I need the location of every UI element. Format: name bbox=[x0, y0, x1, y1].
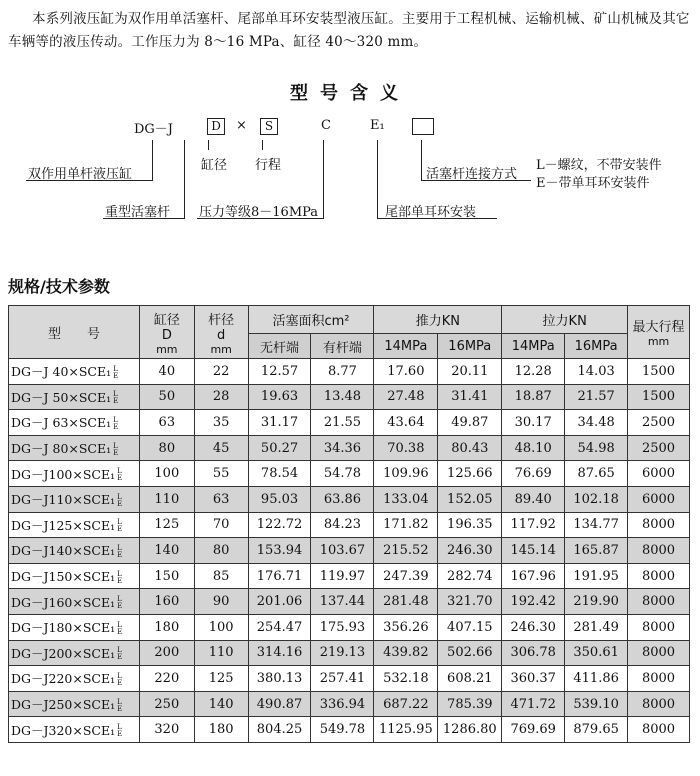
cell-value: 192.42 bbox=[502, 589, 565, 615]
cell-value: 54.98 bbox=[565, 435, 628, 461]
cell-value: 90 bbox=[194, 589, 248, 615]
cell-value: 140 bbox=[194, 691, 248, 717]
le-option-marker: L E bbox=[113, 364, 119, 380]
cell-value: 215.52 bbox=[374, 538, 438, 564]
cell-value: 502.66 bbox=[438, 640, 502, 666]
cell-value: 110 bbox=[139, 486, 194, 512]
le-option-marker: L E bbox=[113, 415, 119, 431]
cell-value: 117.92 bbox=[502, 512, 565, 538]
header-push-16: 16MPa bbox=[438, 334, 502, 359]
cell-value: 191.95 bbox=[565, 563, 628, 589]
code-box-bore: D bbox=[207, 118, 225, 135]
cell-value: 17.60 bbox=[374, 359, 438, 385]
table-row bbox=[9, 359, 690, 385]
cell-value: 63.86 bbox=[311, 486, 374, 512]
cell-model: DG－J200×SCE₁ L E bbox=[9, 640, 140, 666]
cell-value: 350.61 bbox=[565, 640, 628, 666]
cell-value: 50 bbox=[139, 384, 194, 410]
cell-value: 200 bbox=[139, 640, 194, 666]
header-rod-end: 有杆端 bbox=[311, 334, 374, 359]
cell-value: 220 bbox=[139, 666, 194, 692]
cell-value: 180 bbox=[194, 717, 248, 743]
cell-value: 55 bbox=[194, 461, 248, 487]
cell-model: DG－J 63×SCE₁ L E bbox=[9, 410, 140, 436]
cell-value: 320 bbox=[139, 717, 194, 743]
cell-value: 175.93 bbox=[311, 614, 374, 640]
table-row bbox=[9, 461, 690, 487]
cell-value: 87.65 bbox=[565, 461, 628, 487]
le-option-marker: L E bbox=[117, 697, 123, 713]
le-option-marker: L E bbox=[117, 620, 123, 636]
cell-value: 165.87 bbox=[565, 538, 628, 564]
cell-value: 125 bbox=[139, 512, 194, 538]
cell-value: 84.23 bbox=[311, 512, 374, 538]
cell-value: 8000 bbox=[628, 512, 690, 538]
cell-model: DG－J160×SCE₁ L E bbox=[9, 589, 140, 615]
cell-value: 152.05 bbox=[438, 486, 502, 512]
cell-value: 785.39 bbox=[438, 691, 502, 717]
cell-value: 137.44 bbox=[311, 589, 374, 615]
cell-value: 12.28 bbox=[502, 359, 565, 385]
cell-value: 110 bbox=[194, 640, 248, 666]
cell-model: DG－J180×SCE₁ L E bbox=[9, 614, 140, 640]
header-bore: 缸径 D mm bbox=[139, 306, 194, 359]
cell-value: 804.25 bbox=[248, 717, 311, 743]
header-max-stroke: 最大行程 mm bbox=[628, 306, 690, 359]
le-option-marker: L E bbox=[117, 518, 123, 534]
le-option-marker: L E bbox=[117, 595, 123, 611]
cell-value: 18.87 bbox=[502, 384, 565, 410]
cell-value: 45 bbox=[194, 435, 248, 461]
cell-value: 2500 bbox=[628, 435, 690, 461]
cell-model: DG－J100×SCE₁ L E bbox=[9, 461, 140, 487]
cell-value: 219.13 bbox=[311, 640, 374, 666]
cell-model: DG－J 80×SCE₁ L E bbox=[9, 435, 140, 461]
cell-model: DG－J320×SCE₁ L E bbox=[9, 717, 140, 743]
code-box-stroke: S bbox=[260, 118, 278, 135]
le-option-marker: L E bbox=[117, 671, 123, 687]
table-row bbox=[9, 691, 690, 717]
cell-value: 160 bbox=[139, 589, 194, 615]
header-pull-14: 14MPa bbox=[502, 334, 565, 359]
cell-value: 80 bbox=[194, 538, 248, 564]
cell-model: DG－J125×SCE₁ L E bbox=[9, 512, 140, 538]
cell-value: 76.69 bbox=[502, 461, 565, 487]
cell-value: 281.48 bbox=[374, 589, 438, 615]
header-rod: 杆径 d mm bbox=[194, 306, 248, 359]
cell-value: 314.16 bbox=[248, 640, 311, 666]
intro-paragraph: 本系列液压缸为双作用单活塞杆、尾部单耳环安装型液压缸。主要用于工程机械、运输机械、矿山机械及其它车辆等的液压传动。工作压力为 8～16 MPa、缸径 40～320 mm。 bbox=[8, 11, 690, 50]
cell-value: 549.78 bbox=[311, 717, 374, 743]
code-times: × bbox=[236, 118, 247, 133]
le-option-marker: L E bbox=[117, 543, 123, 559]
cell-value: 254.47 bbox=[248, 614, 311, 640]
label-pressure: 压力等级8－16MPa bbox=[199, 205, 319, 220]
cell-value: 2500 bbox=[628, 410, 690, 436]
cell-value: 13.48 bbox=[311, 384, 374, 410]
label-option-l: L－螺纹，不带安装件 bbox=[536, 158, 662, 173]
cell-value: 70 bbox=[194, 512, 248, 538]
cell-value: 306.78 bbox=[502, 640, 565, 666]
table-row bbox=[9, 384, 690, 410]
cell-value: 12.57 bbox=[248, 359, 311, 385]
cell-value: 1500 bbox=[628, 384, 690, 410]
cell-value: 246.30 bbox=[438, 538, 502, 564]
cell-value: 1125.95 bbox=[374, 717, 438, 743]
cell-value: 102.18 bbox=[565, 486, 628, 512]
cell-value: 1286.80 bbox=[438, 717, 502, 743]
cell-value: 411.86 bbox=[565, 666, 628, 692]
cell-value: 21.55 bbox=[311, 410, 374, 436]
header-area: 活塞面积cm² bbox=[248, 306, 374, 334]
cell-value: 30.17 bbox=[502, 410, 565, 436]
cell-model: DG－J 40×SCE₁ L E bbox=[9, 359, 140, 385]
cell-value: 6000 bbox=[628, 461, 690, 487]
cell-value: 282.74 bbox=[438, 563, 502, 589]
cell-value: 879.65 bbox=[565, 717, 628, 743]
cell-value: 196.35 bbox=[438, 512, 502, 538]
model-code-diagram bbox=[0, 110, 700, 260]
le-option-marker: L E bbox=[113, 390, 119, 406]
cell-value: 100 bbox=[139, 461, 194, 487]
header-no-rod-end: 无杆端 bbox=[248, 334, 311, 359]
table-row bbox=[9, 717, 690, 743]
cell-value: 14.03 bbox=[565, 359, 628, 385]
cell-value: 20.11 bbox=[438, 359, 502, 385]
cell-value: 49.87 bbox=[438, 410, 502, 436]
cell-value: 70.38 bbox=[374, 435, 438, 461]
table-row bbox=[9, 538, 690, 564]
spec-section-title: 规格/技术参数 bbox=[8, 277, 110, 296]
cell-value: 439.82 bbox=[374, 640, 438, 666]
le-option-marker: L E bbox=[117, 723, 123, 739]
le-option-marker: L E bbox=[117, 646, 123, 662]
cell-value: 407.15 bbox=[438, 614, 502, 640]
cell-value: 8000 bbox=[628, 666, 690, 692]
table-row bbox=[9, 640, 690, 666]
cell-value: 769.69 bbox=[502, 717, 565, 743]
cell-value: 103.67 bbox=[311, 538, 374, 564]
cell-model: DG－J250×SCE₁ L E bbox=[9, 691, 140, 717]
cell-value: 63 bbox=[139, 410, 194, 436]
label-option-e: E－带单耳环安装件 bbox=[536, 176, 650, 191]
cell-value: 34.48 bbox=[565, 410, 628, 436]
cell-value: 8000 bbox=[628, 717, 690, 743]
label-heavy-rod: 重型活塞杆 bbox=[105, 205, 171, 220]
cell-value: 539.10 bbox=[565, 691, 628, 717]
cell-value: 140 bbox=[139, 538, 194, 564]
cell-value: 246.30 bbox=[502, 614, 565, 640]
cell-value: 532.18 bbox=[374, 666, 438, 692]
cell-value: 8000 bbox=[628, 614, 690, 640]
cell-value: 78.54 bbox=[248, 461, 311, 487]
section-heading: 型号含义 bbox=[290, 83, 410, 104]
label-connection: 活塞杆连接方式 bbox=[426, 167, 518, 182]
cell-value: 122.72 bbox=[248, 512, 311, 538]
label-bore: 缸径 bbox=[201, 158, 228, 173]
cell-value: 134.77 bbox=[565, 512, 628, 538]
cell-value: 8000 bbox=[628, 538, 690, 564]
cell-value: 471.72 bbox=[502, 691, 565, 717]
cell-value: 180 bbox=[139, 614, 194, 640]
cell-value: 336.94 bbox=[311, 691, 374, 717]
label-stroke: 行程 bbox=[255, 158, 282, 173]
table-row bbox=[9, 666, 690, 692]
le-option-marker: L E bbox=[117, 467, 123, 483]
cell-value: 257.41 bbox=[311, 666, 374, 692]
cell-value: 360.37 bbox=[502, 666, 565, 692]
le-option-marker: L E bbox=[113, 441, 119, 457]
cell-value: 145.14 bbox=[502, 538, 565, 564]
code-prefix: DG－J bbox=[134, 122, 174, 137]
cell-value: 27.48 bbox=[374, 384, 438, 410]
cell-value: 85 bbox=[194, 563, 248, 589]
le-option-marker: L E bbox=[117, 492, 123, 508]
cell-value: 167.96 bbox=[502, 563, 565, 589]
header-push-14: 14MPa bbox=[374, 334, 438, 359]
cell-model: DG－J150×SCE₁ L E bbox=[9, 563, 140, 589]
cell-value: 34.36 bbox=[311, 435, 374, 461]
code-c: C bbox=[321, 118, 331, 133]
cell-value: 100 bbox=[194, 614, 248, 640]
cell-value: 1500 bbox=[628, 359, 690, 385]
label-tail-mount: 尾部单耳环安装 bbox=[385, 205, 477, 220]
cell-model: DG－J 50×SCE₁ L E bbox=[9, 384, 140, 410]
cell-value: 6000 bbox=[628, 486, 690, 512]
cell-model: DG－J140×SCE₁ L E bbox=[9, 538, 140, 564]
cell-value: 8.77 bbox=[311, 359, 374, 385]
cell-value: 201.06 bbox=[248, 589, 311, 615]
cell-value: 687.22 bbox=[374, 691, 438, 717]
cell-value: 8000 bbox=[628, 589, 690, 615]
cell-value: 125.66 bbox=[438, 461, 502, 487]
cell-value: 176.71 bbox=[248, 563, 311, 589]
cell-model: DG－J110×SCE₁ L E bbox=[9, 486, 140, 512]
cell-value: 80.43 bbox=[438, 435, 502, 461]
table-row bbox=[9, 512, 690, 538]
cell-model: DG－J220×SCE₁ L E bbox=[9, 666, 140, 692]
cell-value: 54.78 bbox=[311, 461, 374, 487]
cell-value: 356.26 bbox=[374, 614, 438, 640]
table-row bbox=[9, 563, 690, 589]
cell-value: 8000 bbox=[628, 563, 690, 589]
cell-value: 22 bbox=[194, 359, 248, 385]
cell-value: 490.87 bbox=[248, 691, 311, 717]
cell-value: 8000 bbox=[628, 691, 690, 717]
cell-value: 219.90 bbox=[565, 589, 628, 615]
cell-value: 28 bbox=[194, 384, 248, 410]
cell-value: 35 bbox=[194, 410, 248, 436]
header-push: 推力KN bbox=[374, 306, 502, 334]
cell-value: 250 bbox=[139, 691, 194, 717]
cell-value: 150 bbox=[139, 563, 194, 589]
le-option-marker: L E bbox=[117, 569, 123, 585]
cell-value: 153.94 bbox=[248, 538, 311, 564]
table-row bbox=[9, 486, 690, 512]
label-double-acting: 双作用单杆液压缸 bbox=[28, 167, 133, 182]
cell-value: 19.63 bbox=[248, 384, 311, 410]
cell-value: 8000 bbox=[628, 640, 690, 666]
cell-value: 109.96 bbox=[374, 461, 438, 487]
cell-value: 21.57 bbox=[565, 384, 628, 410]
cell-value: 89.40 bbox=[502, 486, 565, 512]
cell-value: 281.49 bbox=[565, 614, 628, 640]
cell-value: 31.41 bbox=[438, 384, 502, 410]
header-pull-16: 16MPa bbox=[565, 334, 628, 359]
cell-value: 31.17 bbox=[248, 410, 311, 436]
table-row bbox=[9, 614, 690, 640]
cell-value: 608.21 bbox=[438, 666, 502, 692]
cell-value: 48.10 bbox=[502, 435, 565, 461]
cell-value: 95.03 bbox=[248, 486, 311, 512]
header-model: 型 号 bbox=[9, 306, 140, 359]
spec-table bbox=[8, 305, 690, 743]
cell-value: 63 bbox=[194, 486, 248, 512]
table-row bbox=[9, 589, 690, 615]
cell-value: 80 bbox=[139, 435, 194, 461]
cell-value: 247.39 bbox=[374, 563, 438, 589]
table-row bbox=[9, 410, 690, 436]
code-e1: E₁ bbox=[370, 118, 385, 133]
cell-value: 125 bbox=[194, 666, 248, 692]
cell-value: 171.82 bbox=[374, 512, 438, 538]
header-pull: 拉力KN bbox=[502, 306, 628, 334]
cell-value: 380.13 bbox=[248, 666, 311, 692]
cell-value: 50.27 bbox=[248, 435, 311, 461]
cell-value: 321.70 bbox=[438, 589, 502, 615]
cell-value: 133.04 bbox=[374, 486, 438, 512]
code-box-connection bbox=[412, 118, 434, 135]
cell-value: 43.64 bbox=[374, 410, 438, 436]
table-row bbox=[9, 435, 690, 461]
cell-value: 119.97 bbox=[311, 563, 374, 589]
cell-value: 40 bbox=[139, 359, 194, 385]
